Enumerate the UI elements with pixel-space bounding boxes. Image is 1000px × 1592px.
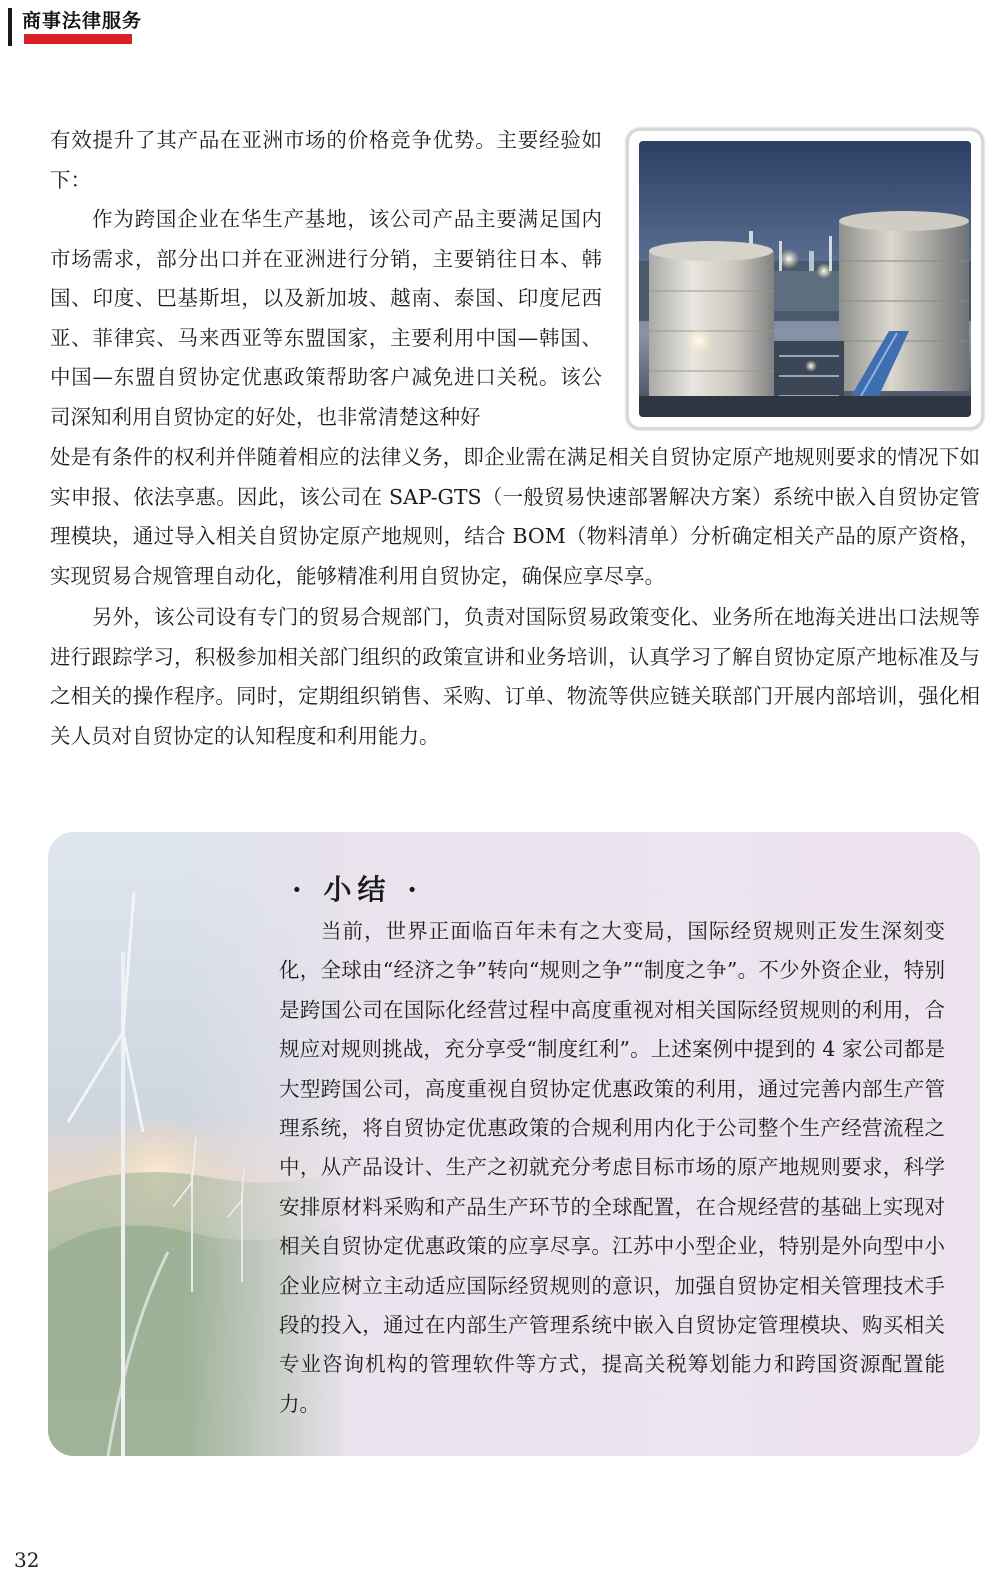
- body-paragraph-1: 有效提升了其产品在亚洲市场的价格竞争优势。主要经验如下：: [50, 128, 602, 192]
- summary-heading: · 小结 ·: [292, 873, 423, 906]
- header-underline: [24, 34, 132, 44]
- summary-text: 当前，世界正面临百年未有之大变局，国际经贸规则正发生深刻变化，全球由“经济之争”转向“规则之争”“制度之争”。不少外资企业，特别是跨国公司在国际化经营过程中高度重视对相关国际经贸规则的利用，合规应对规则挑战，充分享受“制度红利”。上述案例中提到的 4 家公司都是大型跨国公司，高度重视自贸协定优惠政策的利用，通过完善内部生产管理系统，将自贸协定优惠政策的合规利用内化于公司整个生产经营流程之中，从产品设计、生产之初就充分考虑目标市场的原产地规则要求，科学安排原材料采购和产品生产环节的全球配置，在合规经营的基础上实现对相关自贸协定优惠政策的应享尽享。江苏中小型企业，特别是外向型中小企业应树立主动适应国际经贸规则的意识，加强自贸协定相关管理技术手段的投入，通过在内部生产管理系统中嵌入自贸协定管理模块、购买相关专业咨询机构的管理软件等方式，提高关税筹划能力和跨国资源配置能力。: [279, 919, 945, 1416]
- page-number: 32: [14, 1548, 40, 1572]
- header-bar: [8, 8, 12, 46]
- section-title: 商事法律服务: [22, 10, 143, 32]
- body-paragraph-2: 作为跨国企业在华生产基地，该公司产品主要满足国内市场需求，部分出口并在亚洲进行分销，主要销往日本、韩国、印度、巴基斯坦，以及新加坡、越南、泰国、印度尼西亚、菲律宾、马来西亚等东盟国家，主要利用中国—韩国、中国—东盟自贸协定优惠政策帮助客户减免进口关税。该公司深知利用自贸协定的好处，也非常清楚这种好: [50, 207, 602, 429]
- body-paragraph-3: 另外，该公司设有专门的贸易合规部门，负责对国际贸易政策变化、业务所在地海关进出口法规等进行跟踪学习，积极参加相关部门组织的政策宣讲和业务培训，认真学习了解自贸协定原产地标准及与之相关的操作程序。同时，定期组织销售、采购、订单、物流等供应链关联部门开展内部培训，强化相关人员对自贸协定的认知程度和利用能力。: [50, 605, 980, 748]
- industrial-tanks-image: [639, 141, 971, 417]
- body-paragraph-2-continued: 处是有条件的权利并伴随着相应的法律义务，即企业需在满足相关自贸协定原产地规则要求的情况下如实申报、依法享惠。因此，该公司在 SAP-GTS（一般贸易快速部署解决方案）系统中嵌入自贸协定管理模块，通过导入相关自贸协定原产地规则，结合 BOM（物料清单）分析确定相关产品的原产资格，实现贸易合规管理自动化，能够精准利用自贸协定，确保应享尽享。: [50, 445, 980, 588]
- photo-frame: [626, 128, 984, 430]
